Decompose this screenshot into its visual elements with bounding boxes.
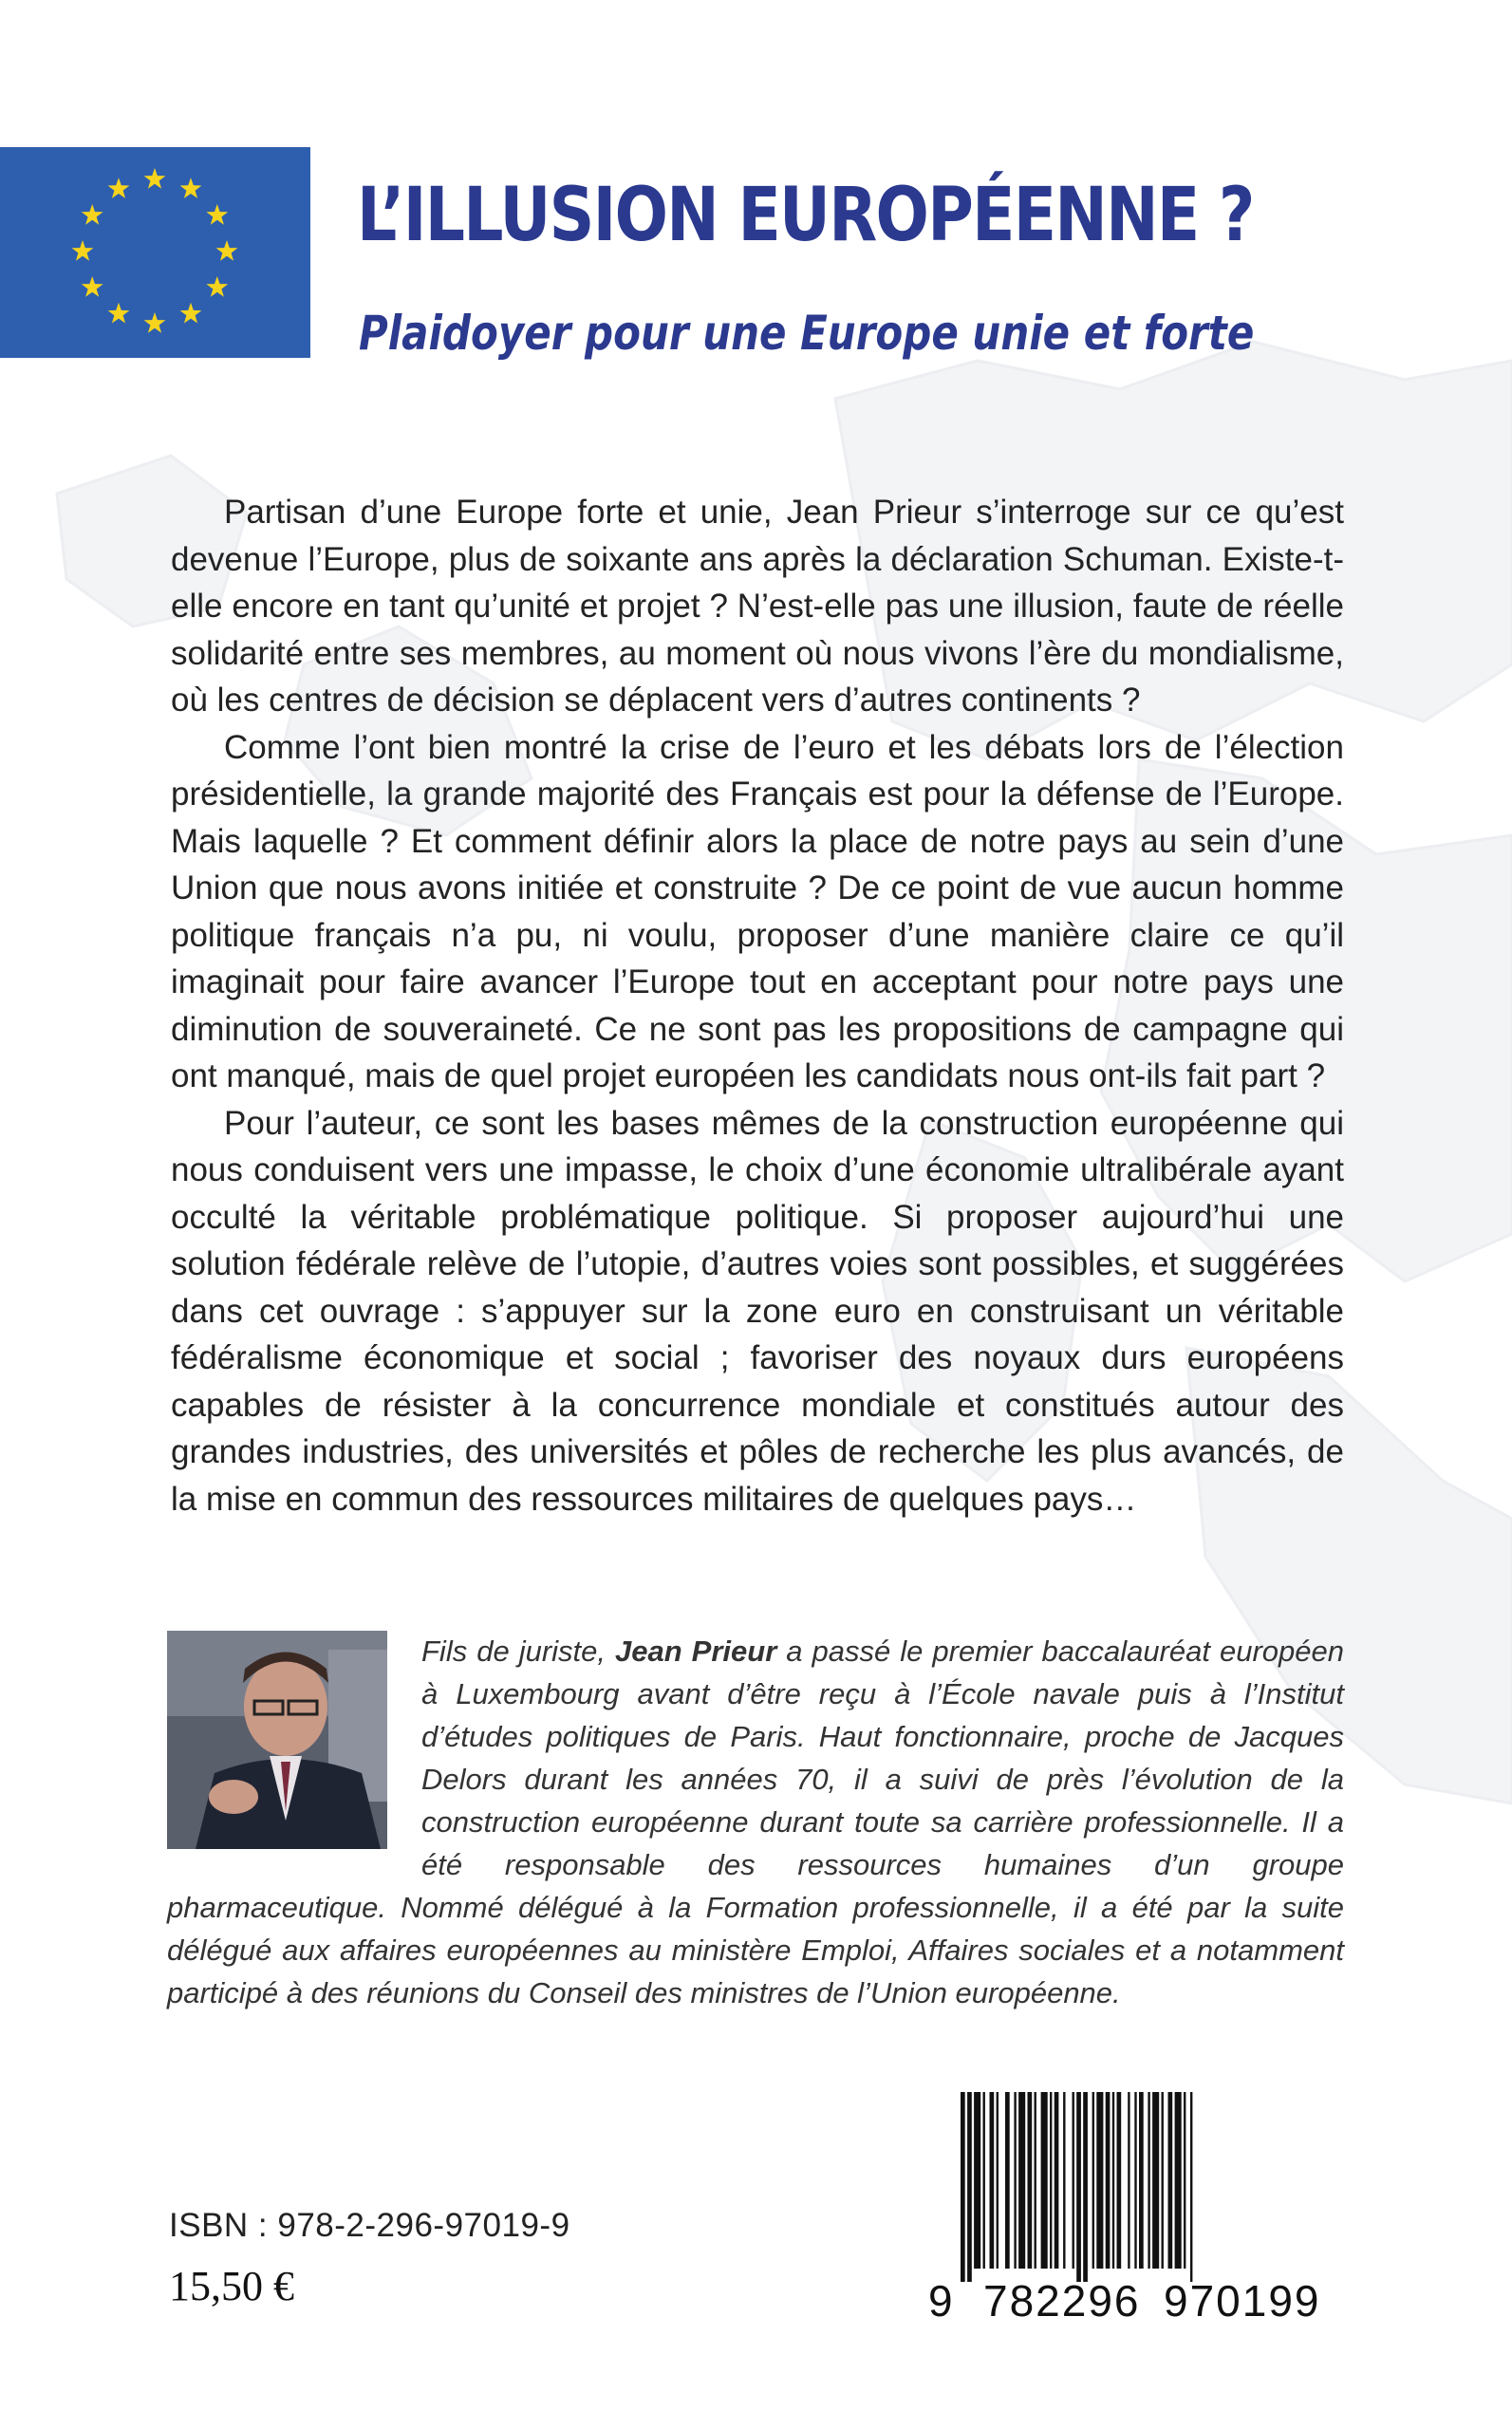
flag-stars-icon: [0, 147, 310, 358]
barcode-bars: [921, 2084, 1338, 2284]
barcode-bar: [997, 2092, 999, 2269]
barcode-bar: [961, 2092, 965, 2282]
barcode-bar: [990, 2092, 995, 2269]
price: 15,50 €: [169, 2263, 294, 2309]
flag-star-icon: [108, 303, 130, 324]
barcode-left-digits: 782296: [983, 2276, 1141, 2326]
barcode-bar: [1134, 2092, 1136, 2269]
author-photo: [167, 1631, 387, 1849]
barcode-bar: [1175, 2092, 1182, 2269]
summary-paragraph-3: Pour l’auteur, ce sont les bases mêmes de la construction européenne qui nous conduisent vers une impasse, le choix d’une économie ultralibérale ayant occulté la véritable problématique politique. Si proposer aujourd’hui une solution fédérale relève de l’utopie, d’autres voies sont possibles, et suggérées dans cet ouvrage : s’appuyer sur la zone euro en construisant un véritable fédéralisme économique et social ; favoriser des noyaux durs européens capables de résister à la concurrence mondiale et constitués autour des grandes industries, des universités et pôles de recherche les plus avancés, de la mise en commun des ressources militaires de quelques pays…: [171, 1104, 1344, 1518]
barcode-bar: [1063, 2092, 1065, 2269]
barcode-bar: [1112, 2092, 1114, 2269]
bio-text: a passé le premier baccalauréat européen à Luxembourg avant d’être reçu à l’École navale puis à l’Institut d’études politiques de Paris. Haut fonctionnaire, proche de Jacques Delors durant les années 70, il a suivi de près l’évolution de la construction européenne durant toute sa carrière professionnelle. Il a été responsable des ressources humaines d’un groupe pharmaceutique. Nommé délégué à la Formation professionnelle, il a été par la suite délégué aux affaires européennes au ministère Emploi, Affaires sociales et a notamment participé à des réunions du Conseil des ministres de l’Union européenne.: [167, 1635, 1344, 2009]
barcode-bar: [1106, 2092, 1111, 2269]
isbn: ISBN : 978-2-296-97019-9: [169, 2207, 570, 2244]
barcode-bar: [983, 2092, 985, 2269]
barcode-bar: [1148, 2092, 1149, 2269]
flag-star-icon: [180, 303, 202, 324]
barcode-bar: [1014, 2092, 1016, 2269]
book-title: L’ILLUSION EUROPÉENNE ?: [357, 173, 1254, 258]
flag-star-icon: [108, 177, 130, 198]
barcode-bar: [1168, 2092, 1173, 2269]
barcode-bar: [1083, 2092, 1088, 2282]
barcode-bar: [1139, 2092, 1144, 2269]
barcode-bar: [1055, 2092, 1059, 2269]
book-subtitle: Plaidoyer pour une Europe unie et forte: [359, 306, 1255, 361]
summary-paragraph-1: Partisan d’une Europe forte et unie, Jean Prieur s’interroge sur ce qu’est devenue l’Europe, plus de soixante ans après la déclaration Schuman. Existe-t-elle encore en tant qu’unité et projet ? N’est-elle pas une illusion, faute de réelle solidarité entre ses membres, au moment où nous vivons l’ère du mondialisme, où les centres de décision se déplacent vers d’autres continents ?: [171, 494, 1344, 719]
barcode-bar: [1092, 2092, 1094, 2269]
barcode-bar: [1076, 2092, 1081, 2282]
barcode-bar: [1005, 2092, 1010, 2269]
flag-star-icon: [72, 240, 94, 261]
isbn-barcode: [921, 2084, 1338, 2326]
flag-star-icon: [206, 276, 228, 297]
barcode-bar: [1018, 2092, 1025, 2269]
summary-paragraph-2: Comme l’ont bien montré la crise de l’euro et les débats lors de l’élection présidentielle, la grande majorité des Français est pour la défense de l’Europe. Mais laquelle ? Et comment définir alors la place de notre pays au sein d’une Union que nous avons initiée et construite ? De ce point de vue aucun homme politique français n’a pu, ni voulu, proposer d’une manière claire ce qu’il imaginait pour faire avancer l’Europe tout en acceptant pour notre pays une diminution de souveraineté. Ce ne sont pas les propositions de campagne qui ont manqué, mais de quel projet européen les candidats nous ont-ils fait part ?: [171, 728, 1344, 1094]
barcode-first-digit: 9: [928, 2276, 953, 2326]
flag-star-icon: [144, 168, 166, 189]
bio-intro: Fils de juriste,: [421, 1635, 616, 1668]
barcode-bar: [1050, 2092, 1052, 2269]
european-union-flag: [0, 147, 310, 358]
flag-star-icon: [180, 177, 202, 198]
barcode-bar: [1162, 2092, 1164, 2269]
barcode-bar: [1041, 2092, 1048, 2269]
barcode-bar: [974, 2092, 980, 2269]
barcode-bar: [1184, 2092, 1185, 2269]
back-cover-summary: [171, 489, 1344, 1523]
flag-star-icon: [144, 312, 166, 333]
bio-author-name: Jean Prieur: [615, 1635, 777, 1668]
barcode-bar: [967, 2092, 972, 2282]
barcode-right-digits: 970199: [1164, 2276, 1321, 2326]
barcode-bar: [1073, 2092, 1074, 2269]
barcode-bar: [1128, 2092, 1129, 2269]
barcode-bar: [1117, 2092, 1122, 2269]
barcode-bar: [1096, 2092, 1103, 2269]
barcode-bar: [1190, 2092, 1192, 2282]
flag-star-icon: [82, 204, 103, 225]
flag-star-icon: [206, 204, 228, 225]
barcode-bar: [1035, 2092, 1036, 2269]
flag-star-icon: [82, 276, 103, 297]
barcode-bar: [1028, 2092, 1033, 2269]
barcode-bar: [1152, 2092, 1159, 2269]
flag-star-icon: [216, 240, 238, 261]
